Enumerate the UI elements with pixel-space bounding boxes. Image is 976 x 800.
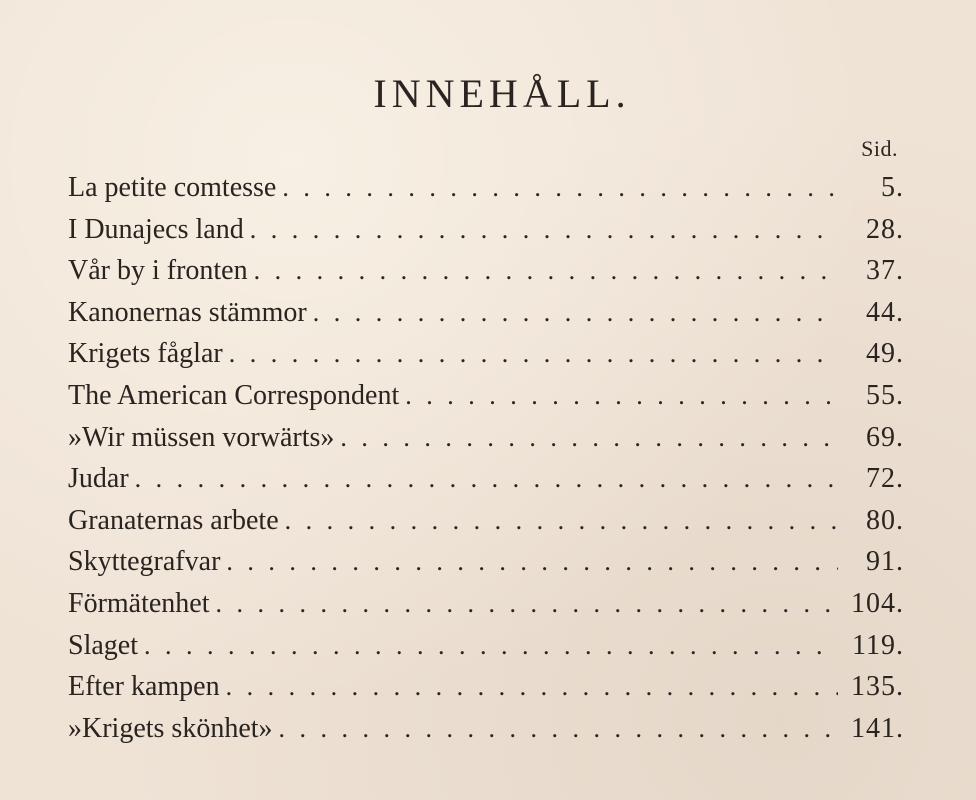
toc-entry-page: 104. [851,587,904,619]
toc-entry-title: Förmätenhet [68,587,210,619]
toc-entry-title: Krigets fåglar [68,338,223,370]
page-title [0,70,976,117]
toc-entry-page: 5. [881,172,904,203]
toc-entry-page: 72. [866,463,904,495]
dot-leader [405,375,838,417]
dot-leader [144,625,838,667]
toc-entry-page: 141. [851,712,904,744]
page-title-text: INNEHÅLL. [373,71,631,116]
toc-entry [68,458,904,500]
toc-entry-page: 55. [866,379,904,411]
table-of-contents [68,167,904,749]
dot-leader [226,541,838,583]
toc-entry [68,292,904,334]
dot-leader [229,333,838,375]
toc-entry-page: 69. [866,421,904,453]
dot-leader [279,708,838,750]
toc-entry-title: »Wir müssen vorwärts» [68,421,335,453]
toc-entry [68,666,904,708]
toc-entry [68,167,904,209]
dot-leader [340,417,838,459]
toc-entry-title: Vår by i fronten [68,255,248,287]
toc-entry [68,500,904,542]
dot-leader [282,167,838,209]
toc-entry-title: »Krigets skönhet» [68,712,273,744]
toc-entry-title: La petite comtesse [68,172,277,203]
toc-entry-page: 28. [866,213,904,245]
toc-entry-title: Efter kampen [68,671,220,703]
toc-entry [68,250,904,292]
dot-leader [250,209,838,251]
page-column-label: Sid. [861,136,898,161]
toc-entry-page: 119. [852,629,904,661]
toc-entry-title: Kanonernas stämmor [68,296,307,328]
toc-entry [68,375,904,417]
dot-leader [313,292,838,334]
toc-entry [68,417,904,459]
toc-entry-page: 135. [851,671,904,703]
toc-entry [68,209,904,251]
toc-entry-page: 80. [866,504,904,536]
toc-entry-page: 91. [866,546,904,578]
toc-entry [68,541,904,583]
toc-entry [68,583,904,625]
dot-leader [226,666,838,708]
dot-leader [285,500,838,542]
toc-entry-title: Skyttegrafvar [68,546,221,578]
toc-entry-page: 37. [866,255,904,287]
toc-entry-title: Judar [68,463,129,495]
toc-entry [68,708,904,750]
toc-entry-title: I Dunajecs land [68,213,244,245]
toc-entry-page: 44. [866,296,904,328]
dot-leader [135,458,838,500]
toc-entry [68,625,904,667]
toc-entry-title: Granaternas arbete [68,504,279,536]
toc-entry-title: Slaget [68,629,138,661]
dot-leader [254,250,838,292]
toc-entry [68,333,904,375]
dot-leader [216,583,838,625]
toc-entry-page: 49. [866,338,904,370]
toc-entry-title: The American Correspondent [68,379,400,411]
